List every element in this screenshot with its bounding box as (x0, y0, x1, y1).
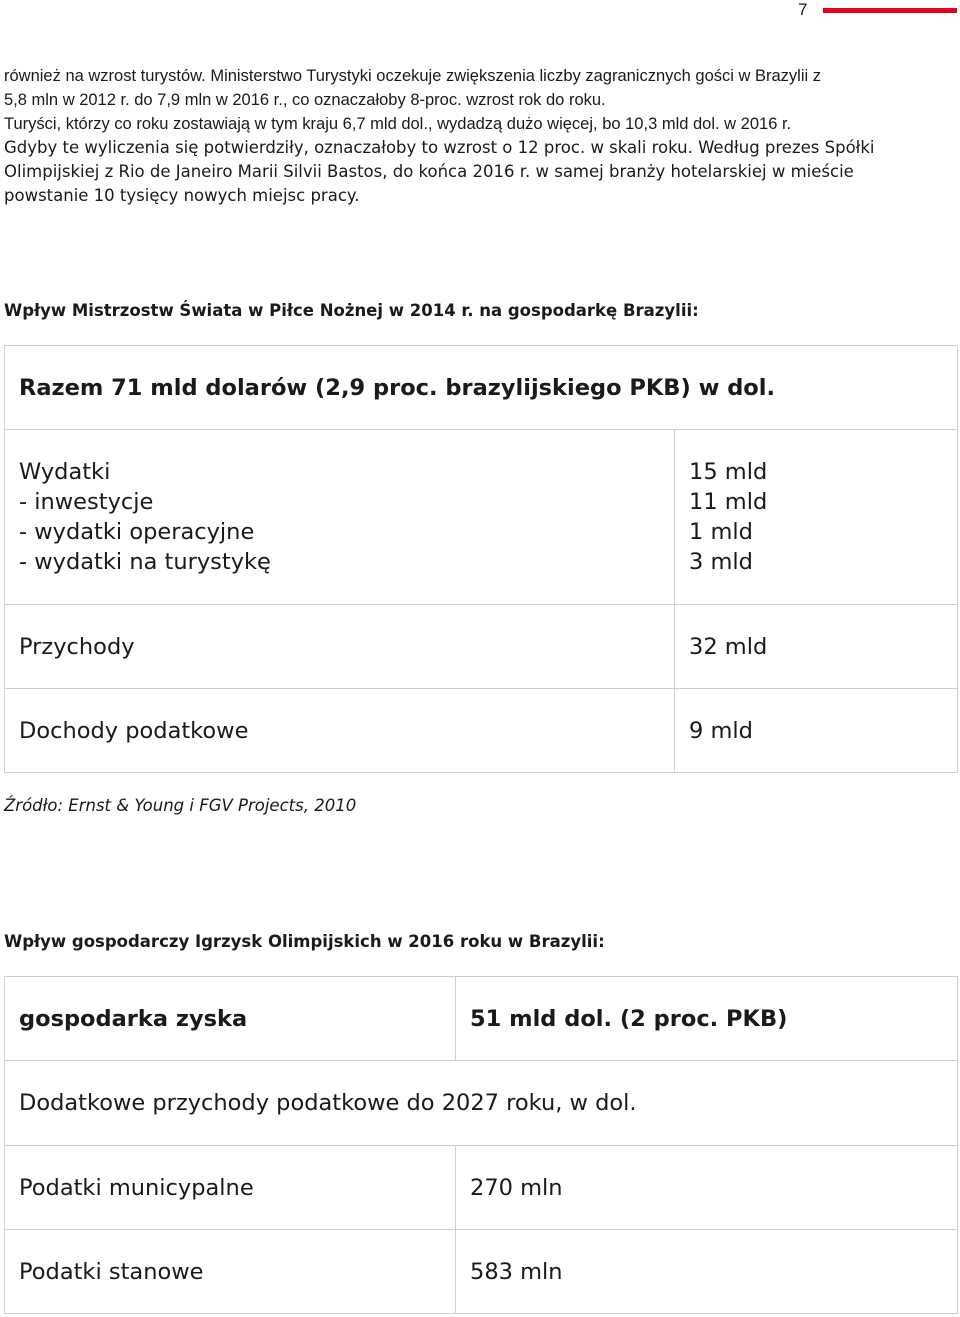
tax-income-label: Dochody podatkowe (5, 689, 675, 773)
olympics-table (4, 976, 958, 1314)
table-row (5, 689, 958, 773)
page-number: 7 (798, 0, 808, 19)
tax-header: Dodatkowe przychody podatkowe do 2027 roku, w dol. (5, 1061, 958, 1146)
paragraph-line: powstanie 10 tysięcy nowych miejsc pracy. (4, 186, 360, 205)
intro-paragraph (4, 64, 954, 112)
gain-value: 51 mld dol. (2 proc. PKB) (456, 977, 958, 1061)
table-row (5, 605, 958, 689)
table-row (5, 1146, 958, 1230)
expenses-value: 15 mld (689, 459, 768, 485)
expenses-label-cell (5, 430, 675, 605)
table-row (5, 977, 958, 1061)
table-row (5, 1230, 958, 1314)
header-accent-bar (823, 8, 957, 13)
table-row (5, 346, 958, 430)
gain-label: gospodarka zyska (5, 977, 456, 1061)
expenses-value: 1 mld (689, 519, 753, 545)
expenses-label: Wydatki (19, 459, 111, 485)
summary-cell: Razem 71 mld dolarów (2,9 proc. brazylijskiego PKB) w dol. (5, 346, 958, 430)
expenses-value: 3 mld (689, 549, 753, 575)
table-row (5, 1061, 958, 1146)
intro-line: również na wzrost turystów. Ministerstwo Turystyki oczekuje zwiększenia liczby zagranicznych gości w Brazylii z (4, 67, 822, 85)
world-cup-heading: Wpływ Mistrzostw Świata w Piłce Nożnej w 2014 r. na gospodarkę Brazylii: (4, 301, 699, 320)
paragraph-line: Olimpijskiej z Rio de Janeiro Marii Silvii Bastos, do końca 2016 r. w samej branży hotelarskiej w mieście (4, 162, 854, 181)
intro-line: 5,8 mln w 2012 r. do 7,9 mln w 2016 r., co oznaczałoby 8-proc. wzrost rok do roku. (4, 91, 606, 109)
expenses-label: - wydatki operacyjne (19, 519, 255, 545)
tax-income-value: 9 mld (675, 689, 958, 773)
table-row (5, 430, 958, 605)
municipal-tax-label: Podatki municypalne (5, 1146, 456, 1230)
expenses-value: 11 mld (689, 489, 768, 515)
state-tax-label: Podatki stanowe (5, 1230, 456, 1314)
world-cup-table (4, 345, 958, 773)
municipal-tax-value: 270 mln (456, 1146, 958, 1230)
expenses-label: - wydatki na turystykę (19, 549, 271, 575)
state-tax-value: 583 mln (456, 1230, 958, 1314)
paragraph-line: Turyści, którzy co roku zostawiają w tym kraju 6,7 mld dol., wydadzą dużo więcej, bo 10,3 mld dol. w 2016 r. (4, 115, 792, 133)
expenses-value-cell (675, 430, 958, 605)
olympics-heading: Wpływ gospodarczy Igrzysk Olimpijskich w 2016 roku w Brazylii: (4, 932, 605, 951)
revenue-label: Przychody (5, 605, 675, 689)
tourism-paragraph (4, 112, 954, 208)
revenue-value: 32 mld (675, 605, 958, 689)
source-note: Źródło: Ernst & Young i FGV Projects, 2010 (4, 796, 357, 815)
paragraph-line: Gdyby te wyliczenia się potwierdziły, oznaczałoby to wzrost o 12 proc. w skali roku. Według prezes Spółki (4, 138, 875, 157)
expenses-label: - inwestycje (19, 489, 154, 515)
